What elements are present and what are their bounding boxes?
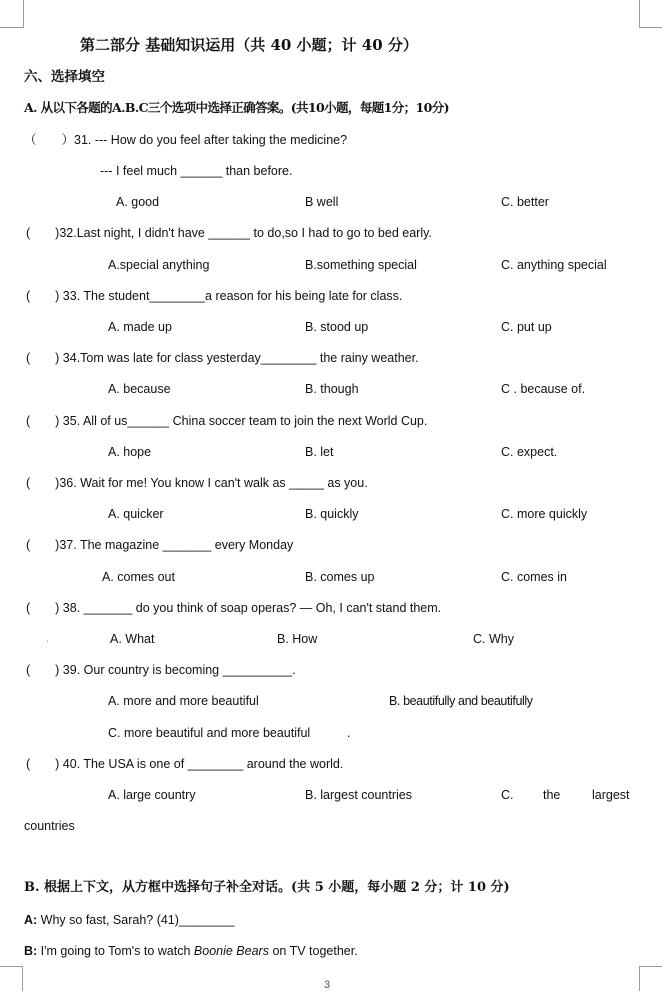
- option-a: A. hope: [108, 445, 152, 459]
- question-stem: ( ) 33. The student________a reason for his being late for class.: [26, 289, 403, 303]
- page-number: 3: [324, 979, 331, 991]
- option-b: B. How: [277, 632, 318, 646]
- dialogue-text: I'm going to Tom's to watch: [37, 944, 194, 958]
- question-stem: （ ）31. --- How do you feel after taking the medicine?: [24, 133, 348, 147]
- crop-mark-top-left: [0, 0, 24, 28]
- option-c-word: largest: [592, 788, 630, 802]
- crop-mark-top-right: [639, 0, 662, 28]
- option-a: A. What: [110, 632, 155, 646]
- part-b-heading: B. 根据上下文，从方框中选择句子补全对话。(共 5 小题，每小题 2 分；计 10 分): [24, 880, 510, 895]
- option-b: B. beautifully and beautifully: [389, 694, 533, 708]
- show-title: Boonie Bears: [193, 944, 269, 958]
- section-heading: 六、选择填空: [24, 69, 105, 85]
- question-stem: ( )36. Wait for me! You know I can't walk as _____ as you.: [26, 476, 368, 490]
- question-stem: ( ) 38. _______ do you think of soap operas? — Oh, I can't stand them.: [26, 601, 442, 615]
- option-c: C. more quickly: [501, 507, 588, 521]
- option-a: A. comes out: [102, 570, 175, 584]
- dialogue-text: on TV together.: [268, 944, 358, 958]
- option-c: C. anything special: [501, 258, 607, 272]
- option-a: A. quicker: [108, 507, 164, 521]
- question-stem: ( ) 35. All of us______ China soccer team to join the next World Cup.: [26, 414, 428, 428]
- speaker-label: B:: [24, 944, 38, 958]
- option-b: B well: [305, 195, 339, 209]
- option-c: C . because of.: [501, 382, 586, 396]
- page-title: 第二部分 基础知识运用（共 40 小题；计 40 分）: [80, 36, 418, 54]
- question-stem: ( ) 39. Our country is becoming __________.: [26, 663, 296, 677]
- crop-mark-bottom-right: [639, 966, 662, 991]
- option-a: A.special anything: [108, 258, 210, 272]
- option-c-word: the: [543, 788, 561, 802]
- option-a: A. made up: [108, 320, 172, 334]
- option-c: C. more beautiful and more beautiful: [108, 726, 311, 740]
- option-c: C. expect.: [501, 445, 558, 459]
- option-a: A. more and more beautiful: [108, 694, 259, 708]
- option-a: A. good: [116, 195, 160, 209]
- option-c: C. better: [501, 195, 549, 209]
- speaker-label: A:: [24, 913, 38, 927]
- dialogue-line-b: [24, 943, 358, 959]
- trailing-dot: .: [347, 726, 351, 740]
- question-stem: ( )32.Last night, I didn't have ______ to do,so I had to go to bed early.: [26, 226, 432, 240]
- option-c: C.: [501, 788, 514, 802]
- option-a: A. because: [108, 382, 171, 396]
- part-a-heading: A. 从以下各题的A.B.C三个选项中选择正确答案。(共10小题，每题1分；10分): [24, 100, 449, 115]
- option-c: C. Why: [473, 632, 514, 646]
- dialogue-line-a: [24, 912, 235, 928]
- question-stem-reply: --- I feel much ______ than before.: [100, 164, 293, 178]
- stray-marker: .: [46, 633, 50, 645]
- question-stem: ( ) 34.Tom was late for class yesterday________ the rainy weather.: [26, 351, 419, 365]
- option-b: B. quickly: [305, 507, 359, 521]
- option-a: A. large country: [108, 788, 196, 802]
- option-b: B. comes up: [305, 570, 375, 584]
- option-b: B. let: [305, 445, 334, 459]
- option-c-continuation: countries: [24, 819, 75, 833]
- option-b: B. stood up: [305, 320, 369, 334]
- dialogue-text: Why so fast, Sarah? (41)________: [37, 913, 235, 927]
- option-c: C. comes in: [501, 570, 567, 584]
- option-c: C. put up: [501, 320, 552, 334]
- option-b: B. though: [305, 382, 359, 396]
- option-b: B.something special: [305, 258, 417, 272]
- question-stem: ( ) 40. The USA is one of ________ around the world.: [26, 757, 344, 771]
- option-b: B. largest countries: [305, 788, 412, 802]
- question-stem: ( )37. The magazine _______ every Monday: [26, 538, 294, 552]
- crop-mark-bottom-left: [0, 966, 23, 991]
